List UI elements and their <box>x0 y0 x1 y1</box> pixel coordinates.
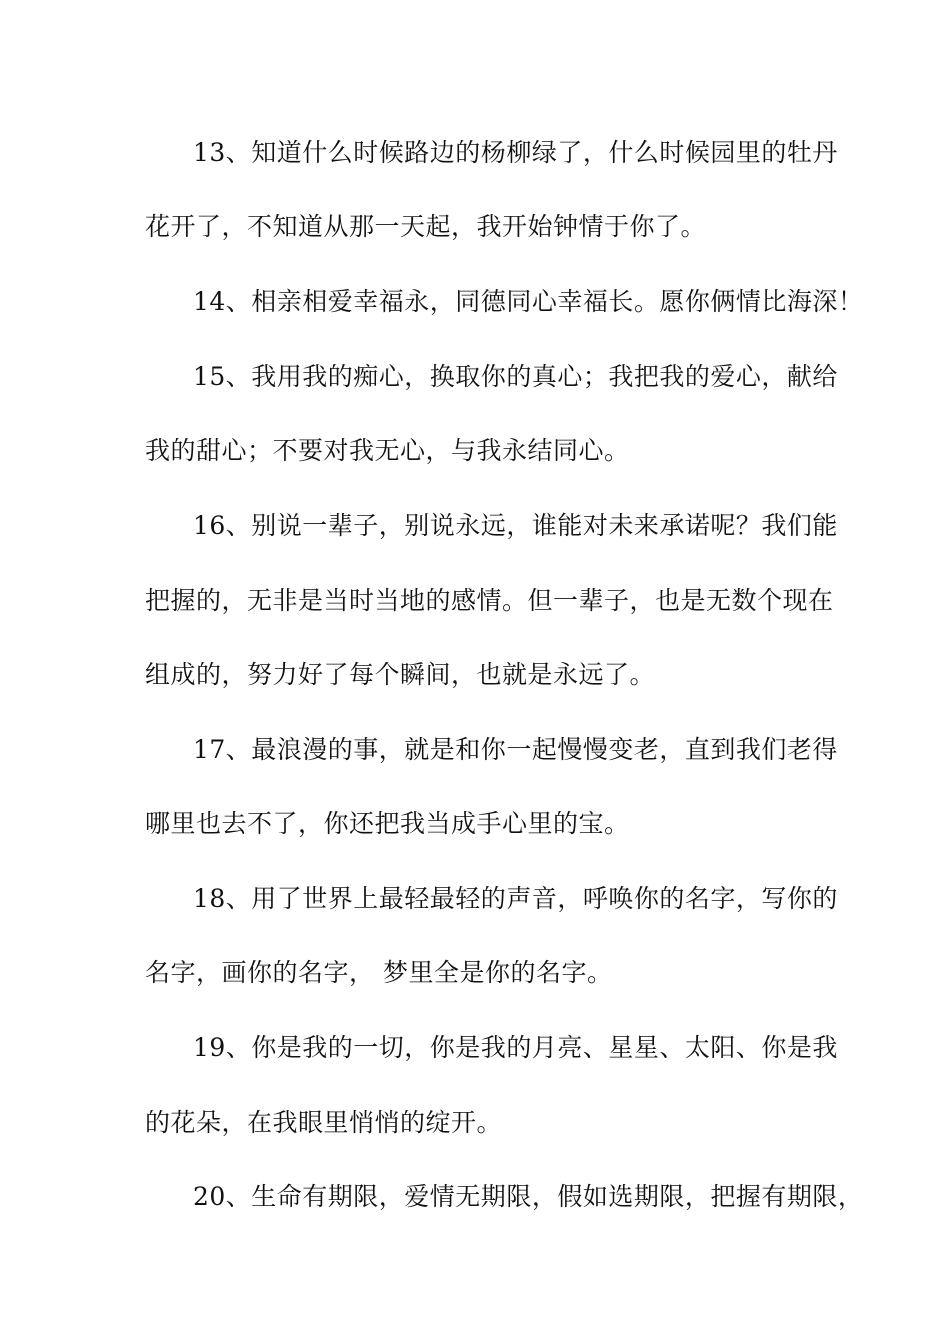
text-line-17b: 哪里也去不了，你还把我当成手心里的宝。 <box>145 809 630 838</box>
text-line-13a: 13、知道什么时候路边的杨柳绿了，什么时候园里的牡丹 <box>193 138 838 167</box>
text-line-19a: 19、你是我的一切，你是我的月亮、星星、太阳、你是我 <box>193 1033 838 1062</box>
text-line-16b: 把握的，无非是当时当地的感情。但一辈子，也是无数个现在 <box>145 586 834 615</box>
text-line-16c: 组成的，努力好了每个瞬间，也就是永远了。 <box>145 660 656 689</box>
text-line-15b: 我的甜心；不要对我无心，与我永结同心。 <box>145 436 630 465</box>
text-line-17a: 17、最浪漫的事，就是和你一起慢慢变老，直到我们老得 <box>193 735 838 764</box>
text-line-18b: 名字，画你的名字， 梦里全是你的名字。 <box>145 958 613 987</box>
text-line-15a: 15、我用我的痴心，换取你的真心；我把我的爱心，献给 <box>193 362 838 391</box>
text-line-20a: 20、生命有期限，爱情无期限，假如选期限，把握有期限， <box>193 1182 864 1211</box>
text-line-14: 14、相亲相爱幸福永，同德同心幸福长。愿你俩情比海深！ <box>193 287 864 316</box>
text-line-18a: 18、用了世界上最轻最轻的声音，呼唤你的名字，写你的 <box>193 884 838 913</box>
text-line-16a: 16、别说一辈子，别说永远，谁能对未来承诺呢？我们能 <box>193 511 838 540</box>
text-line-19b: 的花朵，在我眼里悄悄的绽开。 <box>145 1108 503 1137</box>
text-line-13b: 花开了，不知道从那一天起，我开始钟情于你了。 <box>145 212 707 241</box>
